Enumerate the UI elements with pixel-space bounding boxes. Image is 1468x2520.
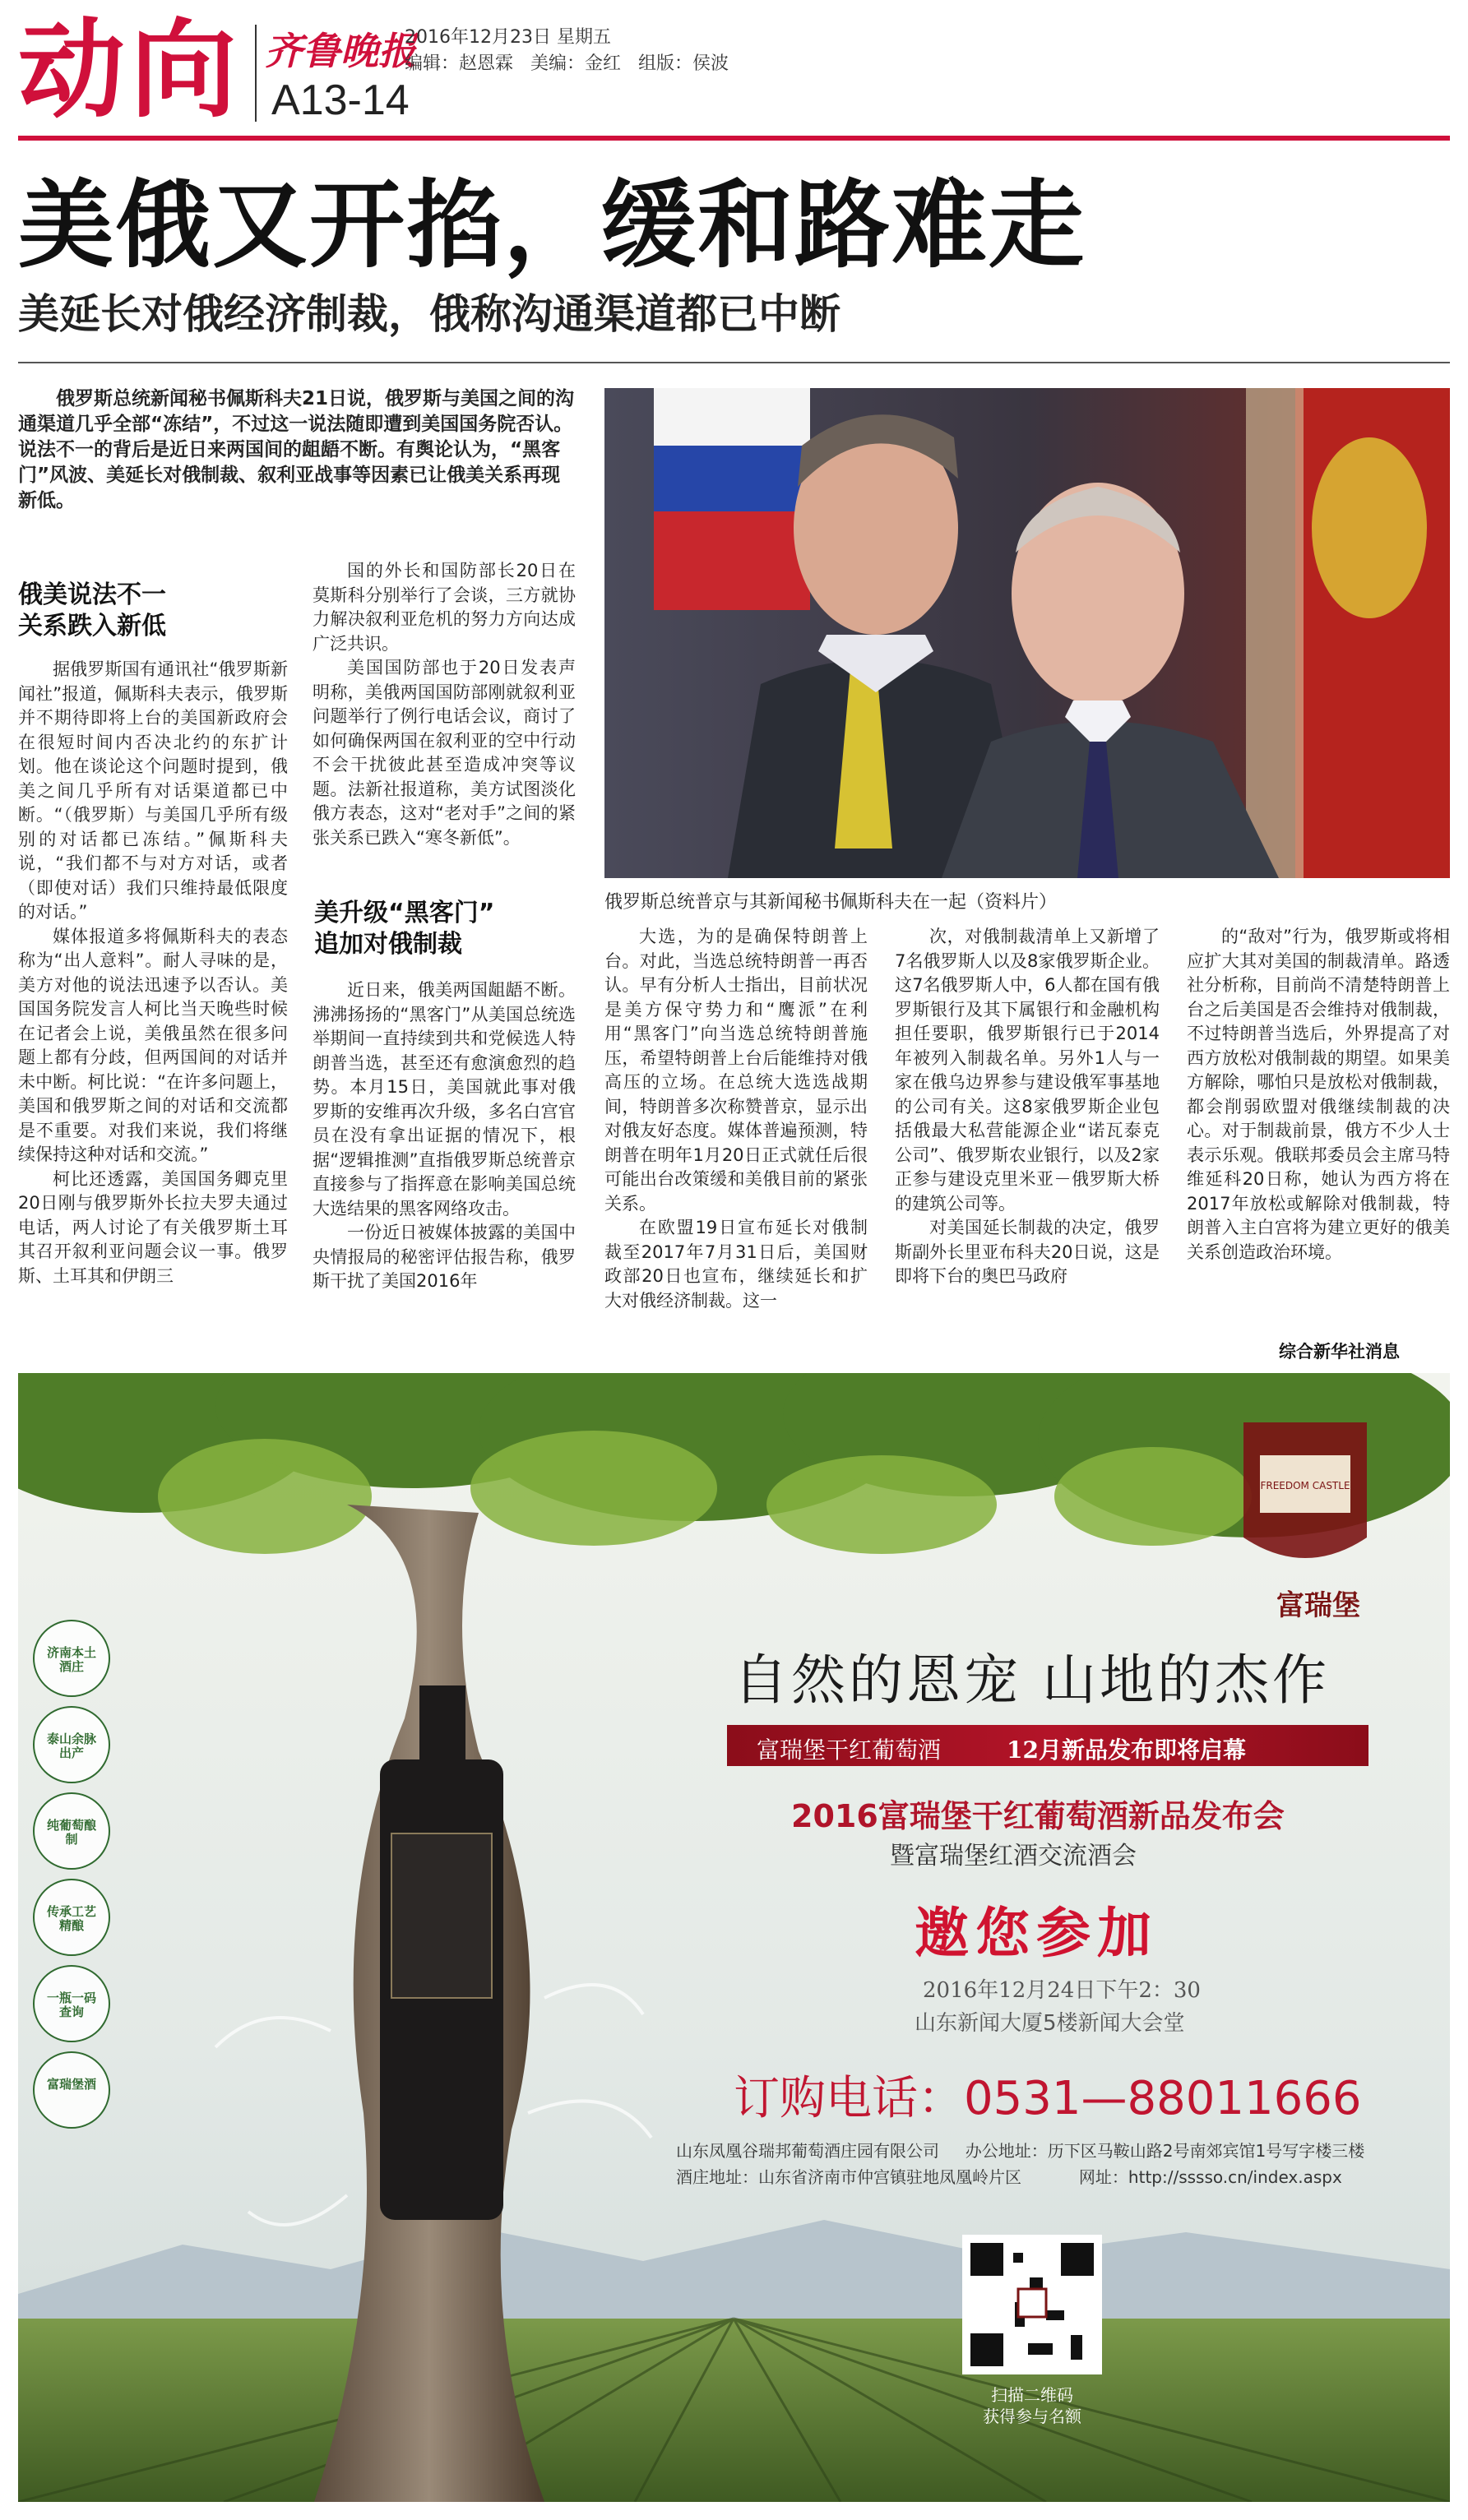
ad-banner-strip <box>727 1725 1368 1766</box>
text-column-2 <box>313 559 576 850</box>
photo-illustration <box>604 388 1450 878</box>
company-address: 山东凤凰谷瑞邦葡萄酒庄园有限公司 办公地址：历下区马鞍山路2号南郊宾馆1号写字楼三楼 <box>676 2141 1365 2161</box>
photo-caption: 俄罗斯总统普京与其新闻秘书佩斯科夫在一起（资料片） <box>604 892 1058 913</box>
editor-line: 编辑：赵恩霖 美编：金红 组版：侯波 <box>405 53 729 74</box>
event-venue: 山东新闻大厦5楼新闻大会堂 <box>915 2011 1185 2036</box>
page-number: A13-14 <box>271 76 410 124</box>
paragraph: 一份近日被媒体披露的美国中央情报局的秘密评估报告称，俄罗斯干扰了美国2016年 <box>313 1223 576 1291</box>
feature-badge: 一瓶一码查询 <box>33 1965 110 2042</box>
wine-advertisement <box>18 1373 1450 2502</box>
section-subtitle-2: 美升级“黑客门” 追加对俄制裁 <box>314 899 495 959</box>
event-subtitle: 暨富瑞堡红酒交流酒会 <box>890 1842 1137 1870</box>
paragraph: 大选，为的是确保特朗普上台。对此，当选总统特朗普一再否认。早有分析人士指出，目前状况是美方保守势力和“鹰派”在利用“黑客门”向当选总统特朗普施压，希望特朗普上台后能维持对俄高压的立场。在总统大选选战期间，特朗普多次称赞普京，显示出对俄友好态度。媒体普遍预测，特朗普在明年1月20日正式就任后很可能出台改策缓和美俄目前的紧张关系。 <box>604 927 868 1214</box>
paragraph: 的“敌对”行为，俄罗斯或将相应扩大其对美国的制裁清单。路透社分析称，目前尚不清楚特朗普上台之后美国是否会维持对俄制裁，不过特朗普当选后，外界提高了对西方放松对俄制裁的期望。如果美方解除，哪怕只是放松对俄制裁，都会削弱欧盟对俄继续制裁的决心。对于制裁前景，俄方不少人士表示乐观。俄联邦委员会主席马特维延科20日称，她认为西方将在2017年放松或解除对俄制裁，特朗普入主白宫将为建立更好的俄美关系创造政治环境。 <box>1187 927 1450 1262</box>
text-column-5 <box>1187 925 1450 1265</box>
paragraph: 近日来，俄美两国龃龉不断。沸沸扬扬的“黑客门”从美国总统选举期间一直持续到共和党候选人特朗普当选，甚至还有愈演愈烈的趋势。本月15日，美国就此事对俄罗斯的安维再次升级，多名白宫官员在没有拿出证据的情况下，根据“逻辑推测”直指俄罗斯总统普京直接参与了指挥意在影响美国总统大选结果的黑客网络攻击。 <box>313 980 576 1218</box>
paragraph: 次，对俄制裁清单上又新增了7名俄罗斯人以及8家俄罗斯企业。这7名俄罗斯人中，6人都在国有俄罗斯银行及其下属银行和金融机构担任要职，俄罗斯银行已于2014年被列入制裁名单。另外1人与一家在俄乌边界参与建设俄军事基地的公司有关。这8家俄罗斯企业包括俄最大私营能源企业“诺瓦泰克公司”、俄罗斯农业银行，以及2家正参与建设克里米亚－俄罗斯大桥的建筑公司等。 <box>895 927 1160 1214</box>
news-photo <box>604 388 1450 878</box>
paragraph: 在欧盟19日宣布延长对俄制裁至2017年7月31日后，美国财政部20日也宣布，继续延长和扩大对俄经济制裁。这一 <box>604 1218 868 1311</box>
ad-background <box>18 1373 1450 2502</box>
ad-slogan: 自然的恩宠 山地的杰作 <box>734 1648 1330 1712</box>
feature-badge: 纯葡萄酿制 <box>33 1792 110 1870</box>
band-product: 富瑞堡干红葡萄酒 <box>757 1736 942 1764</box>
text-column-4 <box>895 925 1160 1289</box>
date-line: 2016年12月23日 星期五 <box>405 27 611 48</box>
paragraph: 美国国防部也于20日发表声明称，美俄两国国防部刚就叙利亚问题举行了例行电话会议，商讨了如何确保两国在叙利亚的空中行动不会干扰彼此甚至造成冲突等议题。法新社报道称，美方试图淡化俄方表态，这对“老对手”之间的紧张关系已跌入“寒冬新低”。 <box>313 658 576 848</box>
text-column-2b <box>313 978 576 1294</box>
section-subtitle-1: 俄美说法不一 关系跌入新低 <box>18 580 166 640</box>
event-date: 2016年12月24日下午2：30 <box>923 1978 1201 2003</box>
news-source-credit: 综合新华社消息 <box>1279 1342 1400 1362</box>
paragraph: 对美国延长制裁的决定，俄罗斯副外长里亚布科夫20日说，这是即将下台的奥巴马政府 <box>895 1218 1160 1286</box>
lead-paragraph: 俄罗斯总统新闻秘书佩斯科夫21日说，俄罗斯与美国之间的沟通渠道几乎全部“冻结”，不过这一说法随即遭到美国国务院否认。说法不一的背后是近日来两国间的龃龉不断。有舆论认为，“黑客门”风波、美延长对俄制裁、叙利亚战事等因素已让俄美关系再现新低。 <box>18 388 575 511</box>
feature-badge: 传承工艺精酿 <box>33 1879 110 1956</box>
text-column-3 <box>604 925 868 1313</box>
qr-caption: 扫描二维码 获得参与名额 <box>983 2385 1081 2426</box>
feature-badge: 富瑞堡酒 <box>33 2051 110 2129</box>
feature-badge: 泰山余脉出产 <box>33 1706 110 1783</box>
text-column-1 <box>18 658 288 1288</box>
event-title: 2016富瑞堡干红葡萄酒新品发布会 <box>791 1798 1285 1834</box>
headline-rule <box>18 362 1450 363</box>
masthead <box>0 0 1468 132</box>
masthead-divider <box>255 25 257 122</box>
paragraph: 柯比还透露，美国国务卿克里20日刚与俄罗斯外长拉夫罗夫通过电话，两人讨论了有关俄罗斯土耳其召开叙利亚问题会议一事。俄罗斯、土耳其和伊朗三 <box>18 1168 288 1286</box>
brand-crest-text: FREEDOM CASTLE <box>1260 1480 1350 1491</box>
headline: 美俄又开掐，缓和路难走 <box>18 170 1086 281</box>
invite-text: 邀您参加 <box>915 1902 1158 1965</box>
paragraph: 据俄罗斯国有通讯社“俄罗斯新闻社”报道，佩斯科夫表示，俄罗斯并不期待即将上台的美国新政府会在很短时间内否决北约的东扩计划。他在谈论这个问题时提到，俄美之间几乎所有对话渠道都已中断。“（俄罗斯）与美国几乎所有级别的对话都已冻结。”佩斯科夫说，“我们都不与对方对话，或者（即使对话）我们只维持最低限度的对话。” <box>18 659 288 922</box>
winery-address: 酒庄地址：山东省济南市仲宫镇驻地凤凰岭片区 网址：http://sssso.cn/index.aspx <box>676 2167 1342 2187</box>
subheadline: 美延长对俄经济制裁，俄称沟通渠道都已中断 <box>18 290 841 338</box>
newspaper-logo: 齐鲁晚报 <box>265 29 416 73</box>
paragraph: 国的外长和国防部长20日在莫斯科分别举行了会谈，三方就协力解决叙利亚危机的努力方向达成广泛共识。 <box>313 561 576 654</box>
masthead-rule <box>18 136 1450 141</box>
section-title: 动向 <box>18 7 243 132</box>
brand-name: 富瑞堡 <box>1276 1589 1360 1622</box>
order-phone: 订购电话：0531—88011666 <box>734 2072 1362 2125</box>
band-launch: 12月新品发布即将启幕 <box>1007 1736 1246 1764</box>
feature-badge: 济南本土酒庄 <box>33 1620 110 1697</box>
paragraph: 媒体报道多将佩斯科夫的表态称为“出人意料”。耐人寻味的是，美方对他的说法迅速予以否认。美国国务院发言人柯比当天晚些时候在记者会上说，美俄虽然在很多问题上都有分歧，但两国间的对话并未中断。柯比说：“在许多问题上，美国和俄罗斯之间的对话和交流都是不重要。对我们来说，我们将继续保持这种对话和交流。” <box>18 926 288 1164</box>
